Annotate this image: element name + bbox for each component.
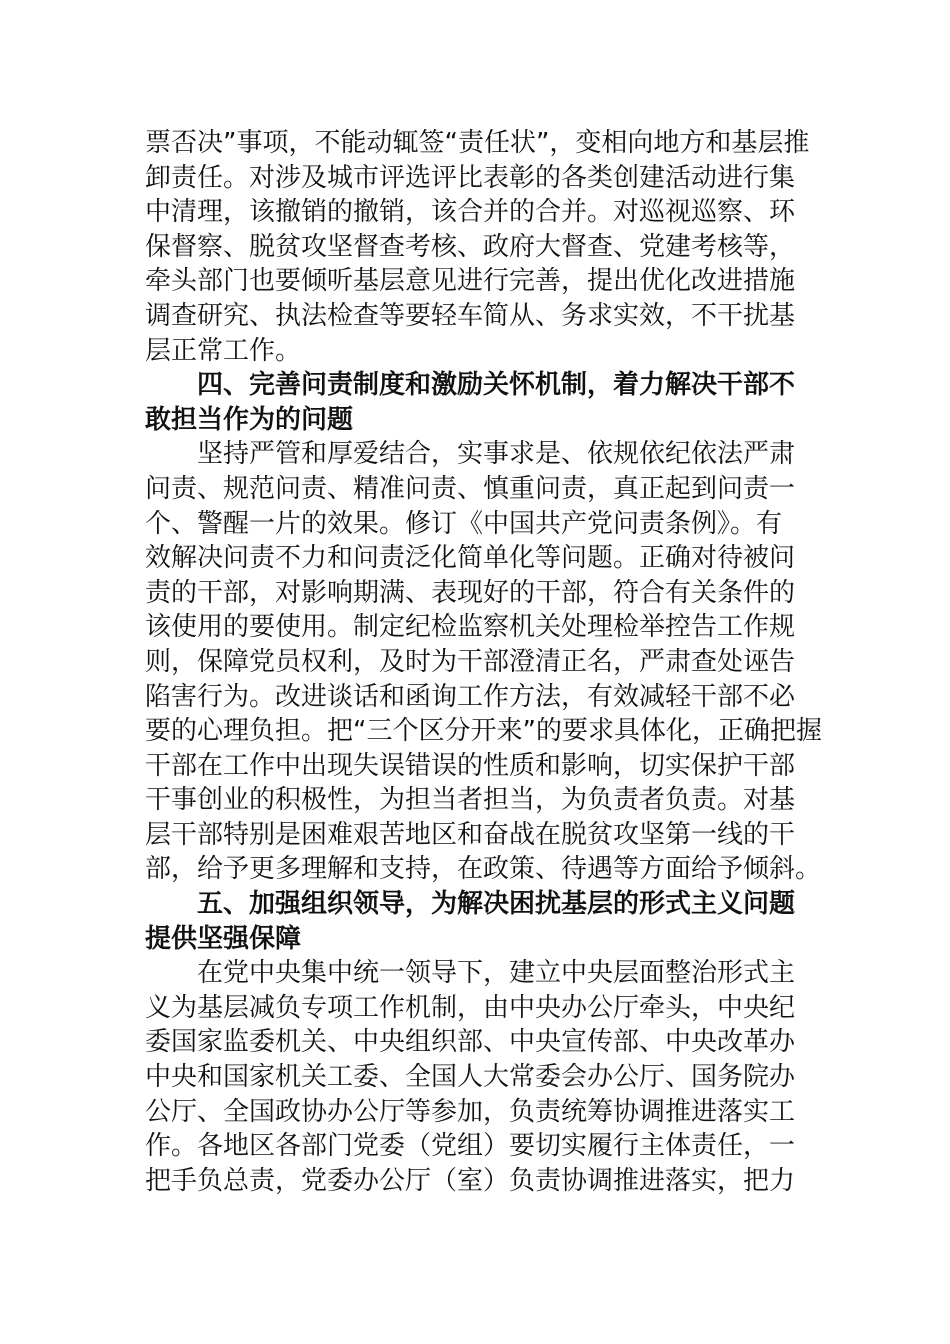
text-line: 问责、规范问责、精准问责、慎重问责，真正起到问责一 bbox=[145, 473, 796, 504]
text-line: 责的干部，对影响期满、表现好的干部，符合有关条件的 bbox=[145, 577, 796, 608]
text-line: 陷害行为。改进谈话和函询工作方法，有效减轻干部不必 bbox=[145, 681, 796, 712]
paragraph-continuation bbox=[145, 126, 810, 368]
paragraph-section-4 bbox=[145, 437, 822, 887]
text-line: 保督察、脱贫攻坚督查考核、政府大督查、党建考核等， bbox=[145, 231, 796, 262]
text-line: 层正常工作。 bbox=[145, 335, 302, 366]
text-line: 义为基层减负专项工作机制，由中央办公厅牵头，中央纪 bbox=[145, 992, 796, 1023]
text-line: 个、警醒一片的效果。修订《中国共产党问责条例》。有 bbox=[145, 508, 783, 539]
text-line: 卸责任。对涉及城市评选评比表彰的各类创建活动进行集 bbox=[145, 162, 796, 193]
text-line: 把手负总责，党委办公厅（室）负责协调推进落实，把力 bbox=[145, 1165, 796, 1196]
document-body bbox=[145, 126, 822, 1198]
text-line: 作。各地区各部门党委（党组）要切实履行主体责任，一 bbox=[145, 1131, 796, 1162]
text-line: 中央和国家机关工委、全国人大常委会办公厅、国务院办 bbox=[145, 1062, 796, 1093]
heading-line: 敢担当作为的问题 bbox=[145, 404, 354, 435]
heading-line: 提供坚强保障 bbox=[145, 923, 302, 954]
text-line: 要的心理负担。把“三个区分开来”的要求具体化，正确把握 bbox=[145, 716, 822, 747]
text-line: 效解决问责不力和问责泛化简单化等问题。正确对待被问 bbox=[145, 543, 796, 574]
text-line: 中清理，该撤销的撤销，该合并的合并。对巡视巡察、环 bbox=[145, 197, 796, 228]
text-line: 层干部特别是困难艰苦地区和奋战在脱贫攻坚第一线的干 bbox=[145, 819, 796, 850]
text-line: 牵头部门也要倾听基层意见进行完善，提出优化改进措施 bbox=[145, 266, 796, 297]
text-line: 干部在工作中出现失误错误的性质和影响，切实保护干部 bbox=[145, 750, 796, 781]
text-line: 该使用的要使用。制定纪检监察机关处理检举控告工作规 bbox=[145, 612, 796, 643]
text-line: 坚持严管和厚爱结合，实事求是、依规依纪依法严肃 bbox=[197, 439, 796, 470]
text-line: 调查研究、执法检查等要轻车简从、务求实效，不干扰基 bbox=[145, 300, 796, 331]
heading-line: 四、完善问责制度和激励关怀机制，着力解决干部不 bbox=[197, 370, 796, 401]
text-line: 在党中央集中统一领导下，建立中央层面整治形式主 bbox=[197, 958, 796, 989]
heading-line: 五、加强组织领导，为解决困扰基层的形式主义问题 bbox=[197, 889, 796, 920]
text-line: 委国家监委机关、中央组织部、中央宣传部、中央改革办 bbox=[145, 1027, 796, 1058]
text-line: 票否决”事项，不能动辄签“责任状”，变相向地方和基层推 bbox=[145, 128, 810, 158]
text-line: 则，保障党员权利，及时为干部澄清正名，严肃查处诬告 bbox=[145, 646, 796, 677]
text-line: 干事创业的积极性，为担当者担当，为负责者负责。对基 bbox=[145, 785, 796, 816]
section-heading-4 bbox=[145, 368, 805, 437]
text-line: 部，给予更多理解和支持，在政策、待遇等方面给予倾斜。 bbox=[145, 854, 822, 885]
text-line: 公厅、全国政协办公厅等参加，负责统筹协调推进落实工 bbox=[145, 1096, 796, 1127]
paragraph-section-5 bbox=[145, 956, 805, 1198]
section-heading-5 bbox=[145, 887, 805, 956]
